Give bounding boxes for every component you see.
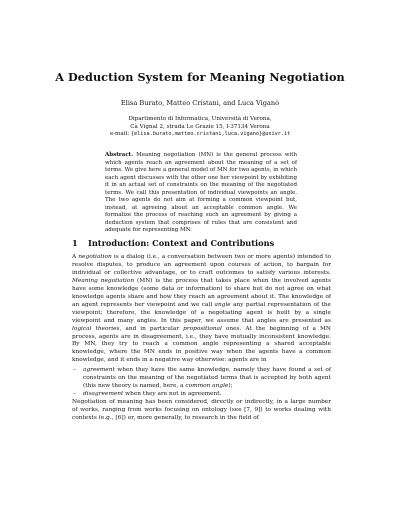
section-title: Introduction: Context and Contributions (88, 238, 275, 248)
bullet-dash: – (73, 367, 76, 374)
author-list: Elisa Burato, Matteo Cristani, and Luca Viganò (120, 99, 280, 107)
bullet-text: when they have the same knowledge, namely they have found a set of constraints on the meaning of the negotiated terms that is accepted by both agent (this new theory is named, here, a (83, 367, 331, 390)
section-number: 1 (72, 238, 78, 248)
bullet-term-common-angle: common angle (185, 383, 229, 390)
p1-term-meaning-negotiation: Meaning negotiation (72, 277, 135, 284)
p1-term-propositional: propositional (183, 325, 222, 332)
p1-text-e: , and in particular (119, 325, 184, 332)
affiliation-line-1: Dipartimento di Informatica, Università di Verona, (128, 116, 272, 122)
p1-text-c: (MN) is the process that takes place when the involved agents have some knowledge (some data or information) to share but do not agree on what knowledge agents share and how they reach an agreement about it. The knowledge of an agent represents her viewpoint and we call (72, 277, 331, 308)
abstract (105, 152, 297, 235)
paragraph-2: Negotiation of meaning has been considered, directly or indirectly, in a large number of works, ranging from works focusing on ontology (see [7, 9]) to works dealing with contexts (e.g., [6]) or, more generally, to research in the field of (72, 399, 331, 422)
section-heading (72, 238, 332, 248)
bullet-term: disagreement (83, 391, 124, 398)
abstract-label: Abstract. (105, 152, 134, 158)
p1-text-d: any partial representation of the viewpoint; therefore, the knowledge of a negotiating agent is built by a single viewpoint and many angles. In this paper, we assume that angles are presented as (72, 301, 331, 324)
section-body (72, 254, 331, 423)
p1-term-negotiation: negotiation (78, 254, 112, 260)
p1-term-logical-theories: logical theories (72, 325, 120, 332)
affiliation-block (0, 116, 400, 139)
p1-text-f: ones. At the beginning of a MN process, agents are in disagreement, i.e., they have mutually inconsistent knowledge. By MN, they try to reach a common angle representing a shared acceptable knowledge, where the MN ends in positive way when the agents have a common knowledge, and it ends in a negative way otherwise: agents are in (72, 325, 331, 364)
email-line (0, 131, 400, 139)
bullet-term: agreement (83, 367, 115, 374)
email-address: {elisa.burato,matteo.cristani,luca.vigano}@univr.it (130, 131, 291, 138)
bullet-dash: – (73, 391, 76, 398)
affiliation-line-2: Cà Vignal 2, strada Le Grazie 15, I-37134 Verona (130, 123, 270, 130)
list-item (73, 391, 331, 399)
email-label: e-mail: (109, 131, 130, 138)
bullet-text-end: ); (228, 383, 233, 390)
paper-title: A Deduction System for Meaning Negotiation (55, 70, 345, 84)
list-item (73, 367, 331, 391)
p1-text-a: A (72, 254, 79, 260)
p1-term-angle: angle (214, 301, 231, 308)
p1-text-b: is a dialog (i.e., a conversation between two or more agents) intended to resolve disputes, to produce an agreement upon courses of action, to bargain for individual or collective advantage, or to craft outcomes to satisfy various interests. (72, 254, 332, 276)
paragraph-1 (72, 254, 331, 365)
abstract-text: Meaning negotiation (MN) is the general process with which agents reach an agreement about the meaning of a set of terms. We give here a general model of MN for two agents, in which each agent discusses with the other one her viewpoint by exhibiting it in an actual set of constraints on the meaning of the negotiated terms. We call this presentation of individual viewpoints an angle. The two agents do not aim at forming a common viewpoint but, instead, at agreeing about an acceptable common angle. We formalize the process of reaching such an agreement by giving a deduction system that comprises of rules that are consistent and adequate for representing MN. (105, 152, 298, 234)
agreement-list (72, 367, 331, 399)
bullet-text: when they are not in agreement. (123, 391, 222, 398)
